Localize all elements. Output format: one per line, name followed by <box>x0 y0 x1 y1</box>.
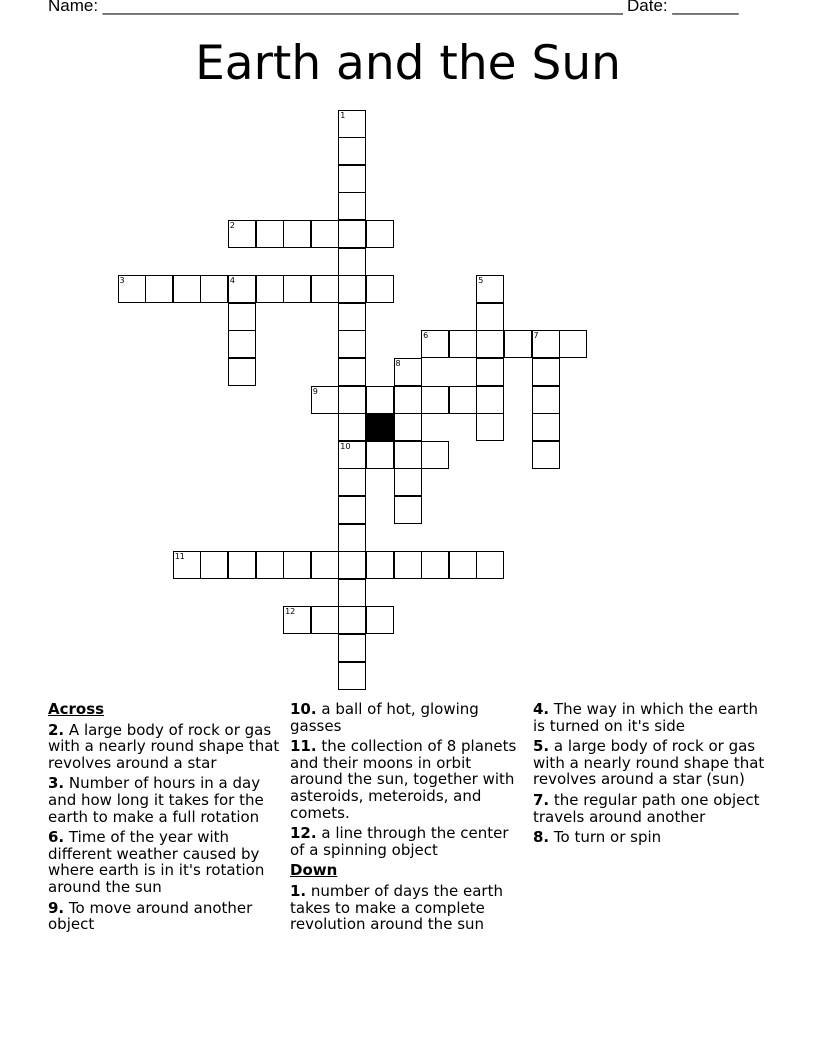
clue-text: a line through the center of a spinning object <box>290 824 509 859</box>
clue-text: Time of the year with different weather caused by where earth is in it's rotation around the sun <box>48 828 265 896</box>
grid-cell[interactable] <box>200 275 228 303</box>
grid-cell[interactable] <box>366 386 394 414</box>
grid-cell[interactable] <box>449 551 477 579</box>
clue-text: number of days the earth takes to make a complete revolution around the sun <box>290 881 503 934</box>
clue-number: 1. <box>290 881 307 900</box>
grid-cell[interactable] <box>476 275 504 303</box>
clues-column-3 <box>533 701 773 850</box>
clue-text: To turn or spin <box>553 828 662 847</box>
across-clue <box>48 900 280 933</box>
grid-cell[interactable] <box>283 275 311 303</box>
clue-number: 7. <box>533 790 550 809</box>
down-clue <box>533 829 773 846</box>
clue-number-label: 9 <box>312 386 318 396</box>
grid-cell[interactable] <box>394 358 422 386</box>
grid-cell[interactable] <box>476 330 504 358</box>
grid-cell[interactable] <box>394 496 422 524</box>
grid-cell[interactable] <box>421 551 449 579</box>
grid-cell[interactable] <box>338 248 366 276</box>
grid-cell[interactable] <box>228 330 256 358</box>
clue-number: 5. <box>533 737 550 756</box>
clue-text: A large body of rock or gas with a nearly round shape that revolves around a star <box>48 720 280 772</box>
grid-cell[interactable] <box>504 330 532 358</box>
grid-cell[interactable] <box>145 275 173 303</box>
grid-cell[interactable] <box>338 165 366 193</box>
down-clue <box>533 701 773 734</box>
clue-number-label: 12 <box>285 607 296 617</box>
grid-cell[interactable] <box>366 551 394 579</box>
clue-number: 6. <box>48 828 65 847</box>
grid-cell[interactable] <box>366 441 394 469</box>
clue-number: 10. <box>290 700 317 718</box>
across-clue <box>48 775 280 825</box>
grid-cell[interactable] <box>338 137 366 165</box>
grid-cell[interactable] <box>311 275 339 303</box>
clue-text: the collection of 8 planets and their moons in orbit around the sun, together with asteroids, meteroids, and comets. <box>290 737 517 822</box>
clue-number: 11. <box>290 737 317 756</box>
grid-cell[interactable] <box>532 441 560 469</box>
grid-cell[interactable] <box>338 110 366 138</box>
grid-cell[interactable] <box>338 551 366 579</box>
clue-number-label: 2 <box>229 220 235 230</box>
clue-text: Number of hours in a day and how long it takes for the earth to make a full rotation <box>48 774 264 826</box>
grid-cell[interactable] <box>118 275 146 303</box>
grid-cell[interactable] <box>421 330 449 358</box>
grid-cell[interactable] <box>338 192 366 220</box>
down-clue <box>533 738 773 788</box>
grid-cell[interactable] <box>311 551 339 579</box>
grid-cell[interactable] <box>338 413 366 441</box>
grid-cell[interactable] <box>283 606 311 634</box>
across-clue <box>290 825 526 858</box>
grid-cell[interactable] <box>421 441 449 469</box>
clue-number: 12. <box>290 824 317 843</box>
across-clue <box>290 738 526 821</box>
clue-number-label: 7 <box>533 331 539 341</box>
grid-cell[interactable] <box>228 220 256 248</box>
grid-cell[interactable] <box>256 551 284 579</box>
clue-number: 3. <box>48 774 65 793</box>
grid-cell[interactable] <box>228 275 256 303</box>
clue-number-label: 8 <box>395 358 401 368</box>
grid-cell[interactable] <box>338 524 366 552</box>
grid-cell[interactable] <box>366 275 394 303</box>
grid-cell[interactable] <box>338 330 366 358</box>
across-heading: Across <box>48 700 105 718</box>
grid-cell[interactable] <box>338 275 366 303</box>
clue-number-label: 10 <box>340 441 351 451</box>
grid-cell[interactable] <box>394 551 422 579</box>
clue-number: 9. <box>48 898 65 917</box>
grid-cell[interactable] <box>532 330 560 358</box>
grid-cell[interactable] <box>559 330 587 358</box>
across-clue <box>290 701 526 734</box>
grid-cell[interactable] <box>532 386 560 414</box>
date-field-label: Date: _______ <box>627 0 739 15</box>
grid-cell[interactable] <box>228 358 256 386</box>
across-clue <box>48 722 280 772</box>
grid-cell[interactable] <box>449 386 477 414</box>
clue-number-label: 6 <box>423 331 429 341</box>
grid-cell[interactable] <box>338 441 366 469</box>
grid-cell[interactable] <box>394 413 422 441</box>
grid-cell[interactable] <box>338 358 366 386</box>
grid-cell[interactable] <box>173 275 201 303</box>
grid-cell[interactable] <box>338 606 366 634</box>
grid-cell[interactable] <box>338 579 366 607</box>
grid-cell[interactable] <box>476 551 504 579</box>
down-clue <box>533 792 773 825</box>
clue-number-label: 4 <box>229 276 235 286</box>
grid-cell[interactable] <box>532 358 560 386</box>
grid-cell[interactable] <box>173 551 201 579</box>
grid-cell[interactable] <box>476 303 504 331</box>
grid-cell[interactable] <box>256 275 284 303</box>
grid-cell[interactable] <box>449 330 477 358</box>
grid-cell[interactable] <box>366 220 394 248</box>
grid-cell[interactable] <box>200 551 228 579</box>
clue-text: To move around another object <box>48 898 253 934</box>
black-cell <box>366 413 394 441</box>
grid-cell[interactable] <box>338 662 366 690</box>
grid-cell[interactable] <box>338 496 366 524</box>
clue-number-label: 1 <box>340 110 346 120</box>
grid-cell[interactable] <box>476 386 504 414</box>
grid-cell[interactable] <box>228 551 256 579</box>
grid-cell[interactable] <box>338 386 366 414</box>
grid-cell[interactable] <box>476 413 504 441</box>
page-title: Earth and the Sun <box>195 36 621 91</box>
grid-cell[interactable] <box>421 386 449 414</box>
grid-cell[interactable] <box>338 220 366 248</box>
grid-cell[interactable] <box>311 606 339 634</box>
grid-cell[interactable] <box>366 606 394 634</box>
clue-number: 8. <box>533 828 550 847</box>
name-field-label: Name: _______________________________________________________ <box>48 0 623 15</box>
grid-cell[interactable] <box>338 303 366 331</box>
clue-text: The way in which the earth is turned on it's side <box>533 700 758 735</box>
clue-number-label: 3 <box>119 276 125 286</box>
grid-cell[interactable] <box>476 358 504 386</box>
clue-number-label: 5 <box>478 276 484 286</box>
grid-cell[interactable] <box>228 303 256 331</box>
grid-cell[interactable] <box>532 413 560 441</box>
grid-cell[interactable] <box>256 220 284 248</box>
clue-number: 4. <box>533 700 550 718</box>
clue-text: a large body of rock or gas with a nearly round shape that revolves around a star (sun) <box>533 737 765 789</box>
grid-cell[interactable] <box>338 468 366 496</box>
clues-column-2 <box>290 701 526 937</box>
down-clue <box>290 883 526 933</box>
clue-number: 2. <box>48 720 65 739</box>
grid-cell[interactable] <box>283 551 311 579</box>
clue-text: a ball of hot, glowing gasses <box>290 700 479 735</box>
grid-cell[interactable] <box>283 220 311 248</box>
grid-cell[interactable] <box>311 220 339 248</box>
down-heading: Down <box>290 861 338 880</box>
clue-number-label: 11 <box>174 552 185 562</box>
grid-cell[interactable] <box>311 386 339 414</box>
clue-text: the regular path one object travels around another <box>533 790 760 826</box>
grid-cell[interactable] <box>394 386 422 414</box>
grid-cell[interactable] <box>394 441 422 469</box>
across-clue <box>48 829 280 895</box>
grid-cell[interactable] <box>338 634 366 662</box>
grid-cell[interactable] <box>394 468 422 496</box>
clues-column-1 <box>48 701 280 937</box>
